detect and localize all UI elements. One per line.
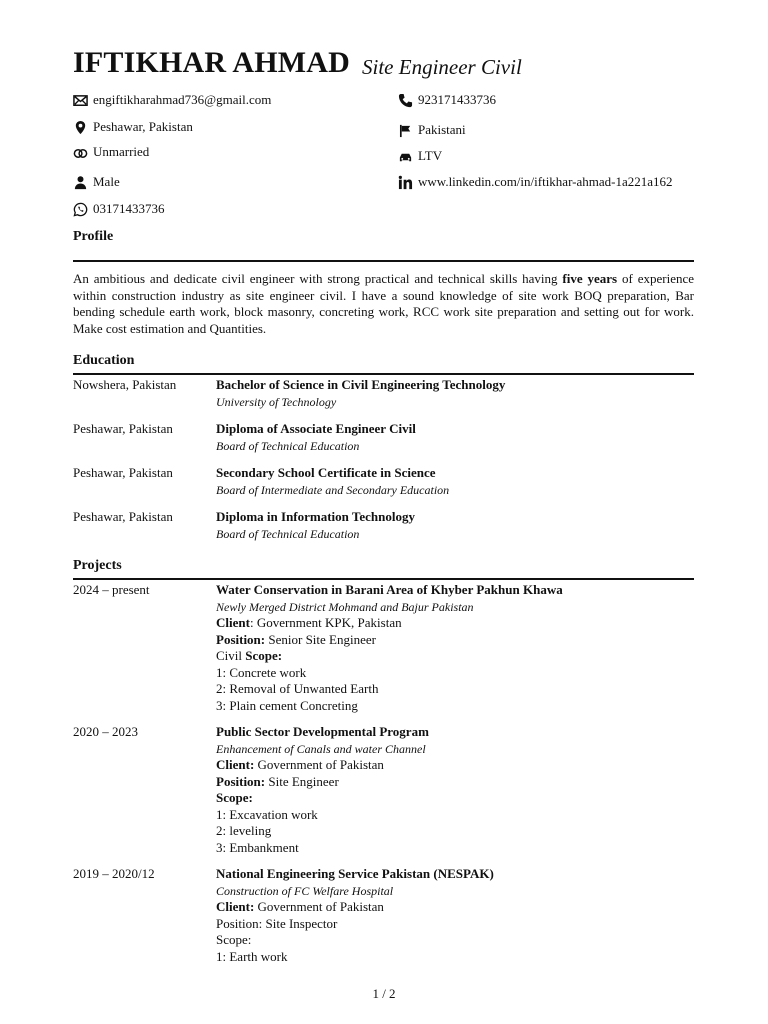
envelope-icon [73, 93, 88, 108]
projects-heading: Projects [73, 558, 122, 573]
position-label: Position: [216, 773, 266, 789]
project-subtitle: Newly Merged District Mohmand and Bajur Pakistan [216, 599, 474, 614]
education-place: Peshawar, Pakistan [73, 465, 173, 480]
linkedin-link[interactable]: www.linkedin.com/in/iftikhar-ahmad-1a221a162 [418, 174, 673, 189]
projects-divider [73, 578, 694, 580]
person-icon [73, 175, 88, 190]
project-subtitle: Construction of FC Welfare Hospital [216, 883, 394, 898]
education-place: Nowshera, Pakistan [73, 377, 177, 392]
scope-item: 3: Plain cement Concreting [216, 697, 358, 713]
education-degree: Diploma of Associate Engineer Civil [216, 421, 416, 436]
nationality-text: Pakistani [418, 122, 466, 137]
marital-text: Unmarried [93, 144, 150, 159]
contact-linkedin[interactable] [398, 174, 673, 190]
profile-heading: Profile [73, 229, 114, 244]
project-name: National Engineering Service Pakistan (NESPAK) [216, 866, 494, 881]
education-institution: Board of Technical Education [216, 438, 360, 453]
project-subtitle: Enhancement of Canals and water Channel [216, 741, 426, 756]
client-value: : Government KPK, Pakistan [249, 615, 402, 630]
project-client [216, 615, 694, 632]
client-value: Government of Pakistan [254, 899, 384, 914]
scope-item: 3: Embankment [216, 839, 299, 855]
email-text: engiftikharahmad736@gmail.com [93, 92, 272, 107]
project-position: Position: Site Inspector [216, 915, 338, 931]
project-name: Water Conservation in Barani Area of Khyber Pakhun Khawa [216, 582, 563, 597]
contact-nationality [398, 122, 466, 138]
contact-marital [73, 144, 149, 160]
scope-item: 1: Excavation work [216, 806, 318, 822]
education-place: Peshawar, Pakistan [73, 421, 173, 436]
project-client [216, 899, 694, 916]
job-title: Site Engineer Civil [362, 55, 522, 79]
client-label: Client: [216, 899, 255, 914]
position-value: Site Engineer [265, 773, 339, 789]
profile-text-bold: five years [562, 271, 618, 286]
client-value: Government of Pakistan [254, 757, 384, 772]
education-divider [73, 373, 694, 375]
position-label: Position: [216, 631, 266, 647]
license-text: LTV [418, 148, 443, 163]
scope-item: 1: Earth work [216, 948, 288, 964]
scope-prefix: Civil [216, 648, 246, 663]
scope-label: Scope: [216, 932, 252, 947]
profile-divider [73, 260, 694, 262]
contact-license [398, 148, 442, 164]
education-place: Peshawar, Pakistan [73, 509, 173, 524]
gender-text: Male [93, 174, 120, 189]
project-position [216, 632, 694, 649]
education-heading: Education [73, 353, 135, 368]
phone-icon [398, 93, 413, 108]
project-name: Public Sector Developmental Program [216, 724, 429, 739]
flag-icon [398, 123, 413, 138]
scope-item: 1: Concrete work [216, 664, 307, 680]
education-degree: Diploma in Information Technology [216, 509, 416, 524]
contact-phone [398, 92, 496, 108]
profile-text-start: An ambitious and dedicate civil engineer with strong practical and technical skills having [73, 271, 563, 286]
whatsapp-text: 03171433736 [93, 201, 165, 216]
scope-label: Scope: [216, 790, 253, 805]
project-period: 2024 – present [73, 582, 150, 597]
profile-text-end: of experience within construction industry as site engineer civil. I have a sound knowledge of site work BOQ preparation, Bar bending schedule earth work, block masonry, concreting work, RCC work site preparation and setting out for work. Make cost estimation and Quantities. [73, 271, 695, 336]
rings-icon [73, 145, 88, 160]
project-period: 2020 – 2023 [73, 724, 138, 739]
contact-email [73, 92, 271, 108]
contact-whatsapp [73, 201, 165, 217]
scope-label: Scope: [245, 648, 283, 663]
education-degree: Secondary School Certificate in Science [216, 465, 436, 480]
education-institution: Board of Technical Education [216, 526, 360, 541]
location-text: Peshawar, Pakistan [93, 119, 193, 134]
client-label: Client: [216, 757, 255, 772]
education-institution: Board of Intermediate and Secondary Education [216, 482, 450, 497]
page-number: 1 / 2 [372, 986, 396, 1001]
education-degree: Bachelor of Science in Civil Engineering Technology [216, 377, 506, 392]
linkedin-icon [398, 175, 413, 190]
scope-item: 2: leveling [216, 823, 272, 838]
phone-text: 923171433736 [418, 92, 496, 107]
position-prefix: Senior [268, 631, 303, 647]
project-client [216, 757, 694, 774]
project-period: 2019 – 2020/12 [73, 866, 155, 881]
contact-location [73, 119, 193, 135]
map-pin-icon [73, 120, 88, 135]
scope-item: 2: Removal of Unwanted Earth [216, 681, 379, 696]
candidate-name: IFTIKHAR AHMAD [73, 46, 350, 79]
position-value: Site Engineer [302, 631, 376, 647]
education-institution: University of Technology [216, 394, 337, 409]
whatsapp-icon [73, 202, 88, 217]
contact-gender [73, 174, 120, 190]
project-scope [216, 648, 694, 665]
client-label: Client [216, 615, 250, 630]
project-position [216, 774, 694, 791]
car-icon [398, 149, 413, 164]
profile-summary [73, 271, 694, 337]
